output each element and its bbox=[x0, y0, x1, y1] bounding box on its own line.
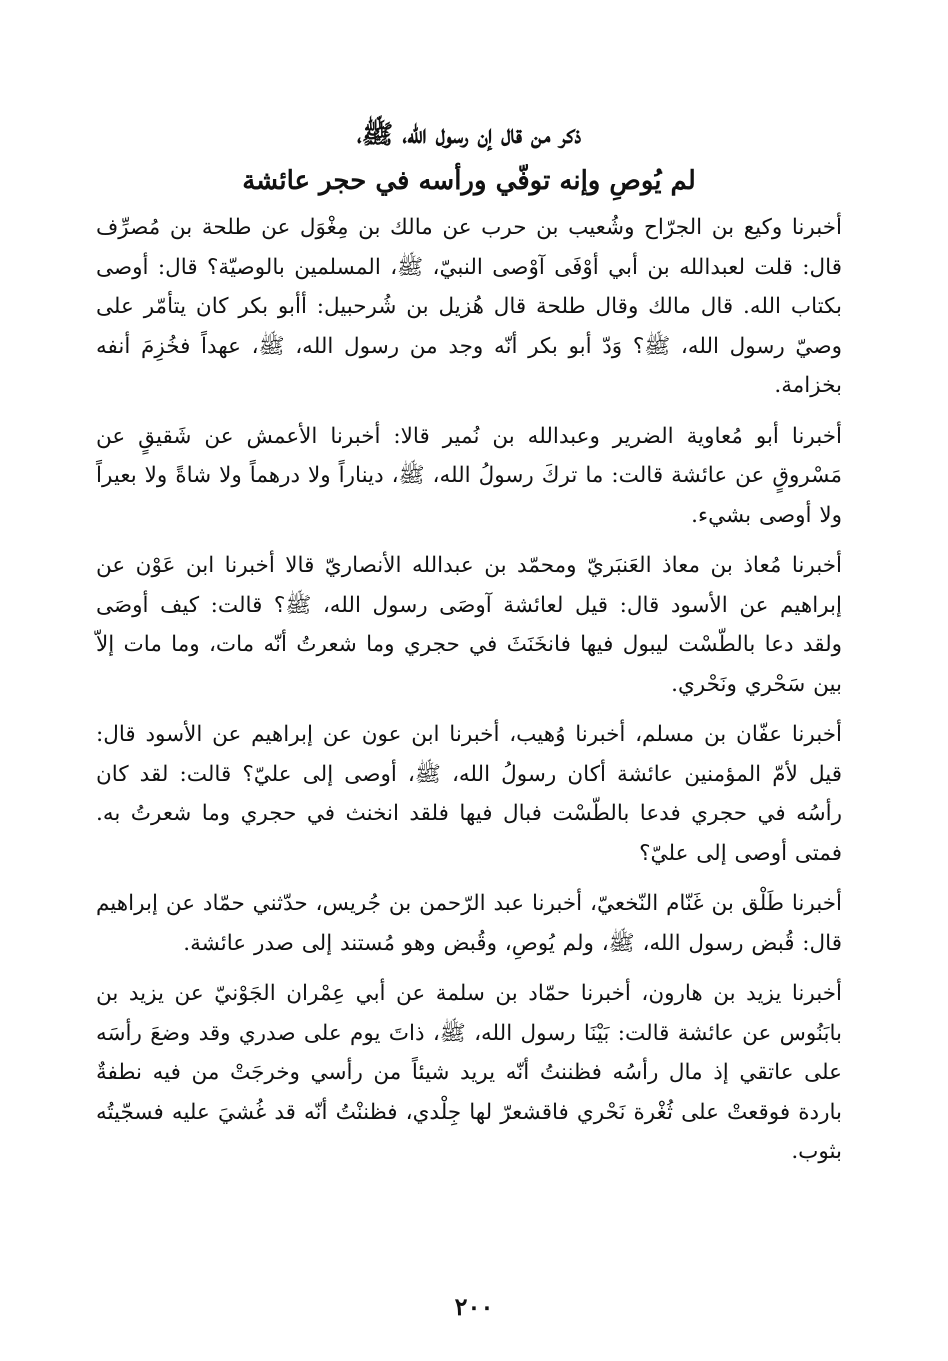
paragraph: أخبرنا يزيد بن هارون، أخبرنا حمّاد بن سلمة عن أبي عِمْران الجَوْنيّ عن يزيد بن بابَنُوس عن عائشة قالت: بَيْنَا رسول الله، ﷺ، ذاتَ يوم على صدري وقد وضعَ رأسَه على عاتقي إذ مال رأسُه فظننتُ أنّه يريد شيئاً من رأسي وخرجَتْ من فيه نطفةٌ باردة فوقعتْ على ثُغْرة نَحْري فاقشعرّ لها جِلْدي، فظننْتُ أنّه قد غُشيَ عليه فسجّيتُه بثوب. bbox=[96, 981, 842, 1164]
chapter-title-line-2: لم يُوصِ وإنه توفّي ورأسه في حجر عائشة bbox=[242, 166, 696, 196]
book-page bbox=[96, 112, 842, 1342]
chapter-heading bbox=[96, 112, 842, 204]
page-number: ٢٠٠ bbox=[454, 1292, 494, 1321]
paragraph: أخبرنا وكيع بن الجرّاح وشُعيب بن حرب عن مالك بن مِغْوَل عن طلحة بن مُصرِّف قال: قلت لعبدالله بن أبي أوْفَى آوْصى النبيّ، ﷺ، المسلمين بالوصيّة؟ قال: أوصى بكتاب الله. قال مالك وقال طلحة قال هُزيل بن شُرحبيل: أأبو بكر كان يتأمّر على وصيّ رسول الله، ﷺ؟ وَدّ أبو بكر أنّه وجد من رسول الله، ﷺ، عهداً فخُزِمَ أنفه بخزامة. bbox=[96, 215, 842, 398]
paragraph: أخبرنا أبو مُعاوية الضرير وعبدالله بن نُمير قالا: أخبرنا الأعمش عن شَقيقٍ عن مَسْروقٍ عن عائشة قالت: ما تركَ رسولُ الله، ﷺ، ديناراً ولا درهماً ولا شاةً ولا بعيراً ولا أوصى بشيء. bbox=[96, 423, 842, 528]
paragraph: أخبرنا طَلْق بن غَنّام النّخعيّ، أخبرنا عبد الرّحمن بن جُريس، حدّثني حمّاد عن إبراهيم قال: قُبض رسول الله، ﷺ، ولم يُوصِ، وقُبض وهو مُستند إلى صدر عائشة. bbox=[96, 891, 842, 956]
chapter-title-line-1: ذكر من قال إن رسول الله، ﷺ، bbox=[356, 120, 582, 150]
paragraph: أخبرنا عفّان بن مسلم، أخبرنا وُهيب، أخبرنا ابن عون عن إبراهيم عن الأسود قال: قيل لأمّ المؤمنين عائشة أكان رسولُ الله، ﷺ، أوصى إلى عليّ؟ قالت: لقد كان رأسُه في حجري فدعا بالطّسْت فبال فيها فلقد انخنث في حجري وما شعرتُ به. فمتى أوصى إلى عليّ؟ bbox=[96, 722, 842, 866]
paragraph: أخبرنا مُعاذ بن معاذ العَنبَريّ ومحمّد بن عبدالله الأنصاريّ قالا أخبرنا ابن عَوْن عن إبراهيم عن الأسود قال: قيل لعائشة آوصَى رسول الله، ﷺ؟ قالت: كيف أوصَى ولقد دعا بالطّسْت ليبول فيها فانخَنَثَ في حجري وما شعرتُ أنّه مات، وما مات إلاّ بين سَحْري ونَحْري. bbox=[96, 553, 842, 697]
body-text bbox=[96, 208, 842, 1172]
